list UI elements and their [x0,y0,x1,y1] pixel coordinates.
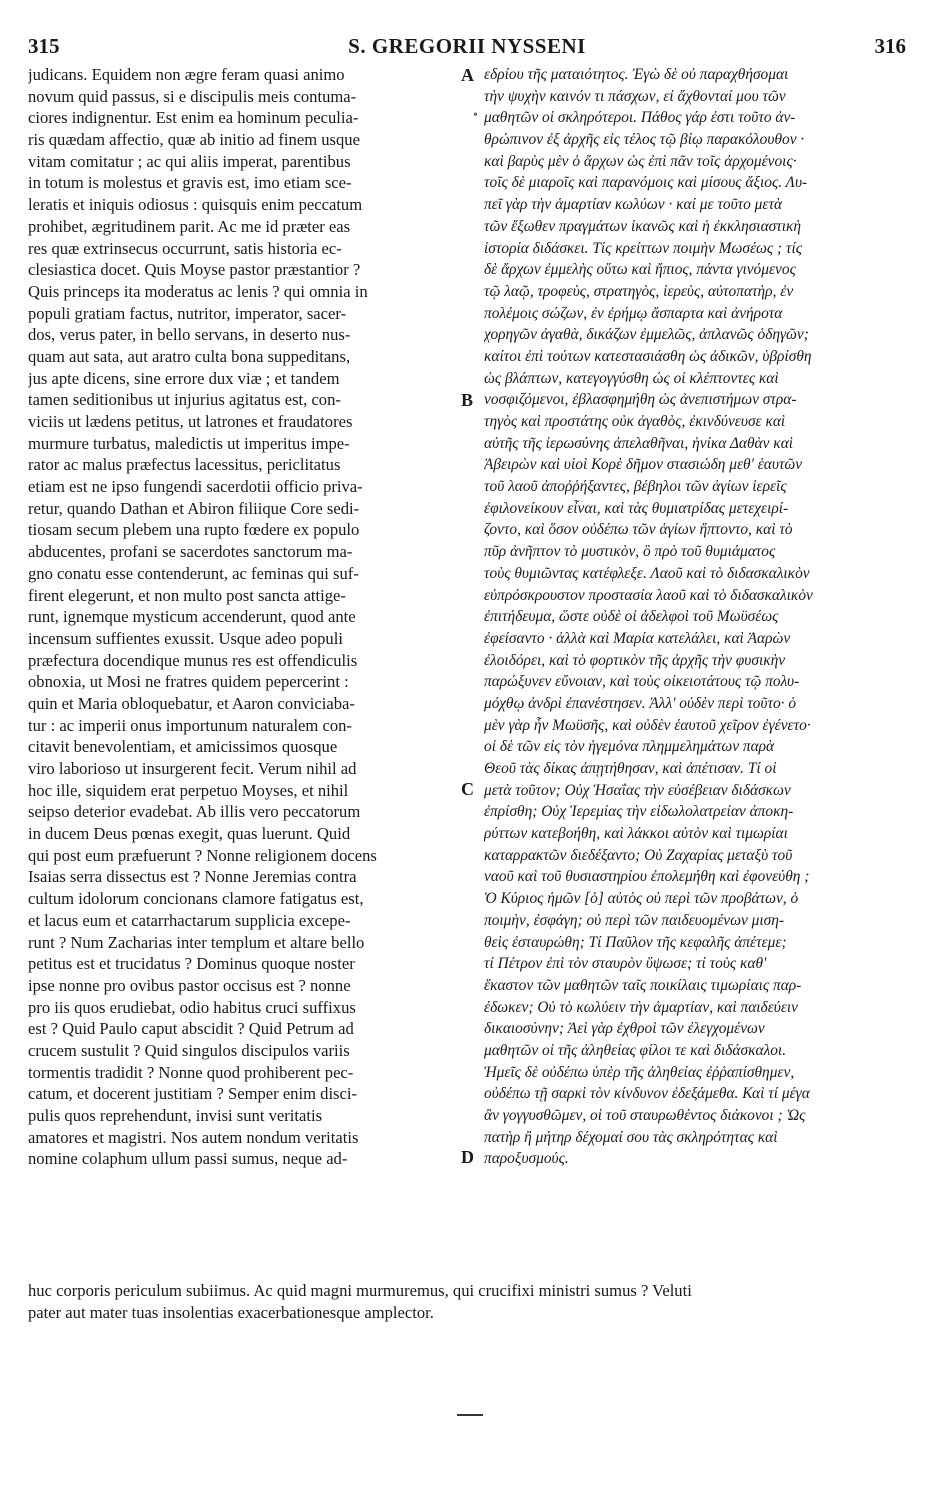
text-line: murmure turbatus, maledictis ut imperitus impe- [28,433,350,453]
text-line: petitus est et trucidatus ? Dominus quoque noster [28,954,355,974]
text-line: judicans. Equidem non ægre feram quasi animo [28,65,345,84]
text-line: est ? Quid Paulo caput abscidit ? Quid Petrum ad [28,1019,354,1039]
text-line: viciis ut lædens petitus, ut latrones et fraudatores [28,412,353,431]
text-line: obnoxia, ut Mosi ne fratres quidem pepercerint : [28,672,349,692]
text-line: seipso deterior evadebat. Ab illis vero peccatorum [28,802,361,822]
text-line: καίτοι ἐπὶ τούτων κατεστασιάσθη ὡς ἀδικῶν, ὑβρίσθη [484,347,812,365]
text-line: ἐφιλονείκουν εἶναι, καὶ τὰς θυμιατρίδας μετεχειρί- [484,499,789,517]
latin-column [28,64,460,1170]
text-line: rator ac malus præfectus lacessitus, periclitatus [28,455,341,475]
text-line: quin et Maria obloquebatur, et Aaron conviciaba- [28,693,355,713]
text-line: retur, quando Dathan et Abiron filiique Core sedi- [28,498,360,518]
text-line: res quæ extrinsecus occurrunt, satis historia ec- [28,238,342,258]
text-line: qui post eum præfuerunt ? Nonne religionem docens [28,845,377,865]
section-marker-b: B [461,390,474,410]
text-line: citavit benevolentiam, et amicissimos quosque [28,737,338,757]
text-line: populi gratiam factus, nutritor, imperator, sacer- [28,303,347,323]
text-line: ipse nonne pro ovibus pastor occisus est ? nonne [28,975,351,995]
text-line: et lacus eum et catarrhactarum supplicia excepe- [28,910,351,930]
text-line: ἕκαστον τῶν μαθητῶν ταῖς ποικίλαις τιμωρίαις παρ- [484,976,802,994]
print-speck: • [473,108,478,123]
text-line: ζοντο, καὶ ὅσον οὐδέπω τῶν ἁγίων ἥπτοντο, καὶ τὸ [484,521,793,539]
text-line: quam aut sata, aut aratro culta bona suppeditans, [28,346,351,366]
text-line: ciores indignentur. Est enim ea hominum peculia- [28,108,359,128]
text-line: ρύττων κατεβοήθη, καὶ λάκκοι αὐτὸν καὶ τιμωρίαι [484,825,788,843]
text-line: viro laborioso ut insurgerent fecit. Verum nihil ad [28,759,357,778]
text-line: καταρρακτῶν διεδέξαντο; Οὐ Ζαχαρίας μεταξὺ τοῦ [484,846,793,864]
text-line: πῦρ ἀνῆπτον τὸ μυστικὸν, ὃ πρὸ τοῦ θυμιάματος [484,543,776,561]
text-line: εὐπρόσκρουστον προστασία λαοῦ καὶ τὸ διδασκαλικὸν [484,586,813,604]
text-line: Ὁ Κύριος ἡμῶν [ὁ] αὐτὸς οὐ περὶ τῶν προβάτων, ὁ [484,890,799,908]
text-line: abducentes, profani se sacerdotes sanctorum ma- [28,542,353,562]
text-line: cultum idolorum concionans clamore fatigatus est, [28,889,364,909]
text-line: ποιμὴν, ἐσφάγη; οὐ περὶ τῶν παιδευομένων μιση- [484,911,784,929]
text-line: ναοῦ καὶ τοῦ θυσιαστηρίου ἐπολεμήθη καὶ ἐφονεύθη ; [484,868,810,886]
text-line: vitam comitatur ; ac qui aliis imperat, parentibus [28,151,351,171]
text-line: μαθητῶν οἱ σκληρότεροι. Πάθος γάρ ἐστι τοῦτο ἀν- [484,109,796,127]
text-line: nomine colaphum ullum passi sumus, neque ad- [28,1149,348,1169]
text-line: τοῖς δὲ μιαροῖς καὶ παρανόμοις καὶ μίσους ἄξιος. Λυ- [484,174,808,192]
text-line: έδωκεν; Οὐ τὸ κωλύειν τὴν ἁμαρτίαν, καὶ παιδεύειν [484,998,799,1016]
text-line: hoc ille, siquidem erat perpetuo Moyses, et nihil [28,780,349,800]
text-line: εδρίου τῆς ματαιότητος. Ἐγὼ δὲ οὐ παραχθήσομαι [484,66,789,83]
text-line: runt, ignemque mysticum accenderunt, quod ante [28,607,356,627]
text-line: οἱ δὲ τῶν εἰς τὸν ἡγεμόνα πλημμελημάτων παρὰ [484,738,775,756]
text-line: ὡς βλάπτων, κατεγογγύσθη ὡς οἱ κλέπτοντες καὶ [484,369,779,387]
text-line: ἐπρίσθη; Οὐχ Ἱερεμίας τὴν εἰδωλολατρείαν ἀποκη- [484,803,794,821]
text-line: ἐφείσαντο · ἀλλὰ καὶ Μαρία κατελάλει, καὶ Ἀαρὼν [484,629,791,647]
greek-column [484,64,908,1170]
text-line: pater aut mater tuas insolentias exacerbationesque amplector. [28,1302,434,1322]
text-line: dos, verus pater, in bello servans, in deserto nus- [28,325,351,345]
text-line: θρώπινον ἐξ ἀρχῆς εἰς τέλος τῷ βίῳ παρακόλουθον · [484,131,805,149]
section-marker-a: A [461,65,474,85]
text-line: ἱστορία διδάσκει. Τίς κρείττων ποιμὴν Μωσέως ; τίς [484,239,802,257]
text-line: pro iis quos erudiebat, odio habitus cruci suffixus [28,997,356,1017]
text-line: in ducem Deus pœnas exegit, quas luerunt. Quid [28,824,351,844]
text-line: οὐδέπω τῇ σαρκὶ τὸν κίνδυνον ἐδεξάμεθα. Καὶ τί μέγα [484,1085,810,1103]
text-line: ἐπιτήδευμα, ὥστε οὐδὲ οἱ ἀδελφοὶ τοῦ Μωϋσέως [484,608,779,626]
text-line: Θεοῦ τὰς δίκας ἀπῃτήθησαν, καὶ ἀπέτισαν. Τί οἱ [484,760,777,777]
text-line: Ἡμεῖς δὲ οὐδέπω ὑπὲρ τῆς ἀληθείας ἐῤῥαπίσθημεν, [484,1063,795,1081]
section-marker-d: D [461,1147,474,1167]
text-line: Ἀβειρὼν καὶ υἱοὶ Κορὲ δῆμον στασιώδη μεθ' ἑαυτῶν [484,456,803,474]
text-line: παρώξυνεν εὔνοιαν, καὶ τοὺς οἰκειοτάτους τῷ πολυ- [484,673,800,691]
text-line: novum quid passus, si e discipulis meis contuma- [28,86,357,106]
text-line: Isaias serra dissectus est ? Nonne Jeremias contra [28,867,357,887]
text-line: θεὶς ἐσταυρώθη; Τί Παῦλον τῆς κεφαλῆς ἀπέτεμε; [484,933,787,951]
page-number-left: 315 [28,34,60,58]
text-line: tur : ac imperii onus importunum naturalem con- [28,715,352,735]
running-title: S. GREGORII NYSSENI [348,34,586,58]
text-line: μὲν γὰρ ἦν Μωϋσῆς, καὶ οὐδὲν ἑαυτοῦ χεῖρον ἐγένετο· [484,716,811,734]
text-line: πεῖ γὰρ τὴν ἁμαρτίαν κωλύων · καί με τοῦτο μετὰ [484,196,783,214]
text-line: jus apte dicens, sine errore dux viæ ; et tandem [28,368,340,388]
text-line: δικαιοσύνην; Ἀεὶ γὰρ ἐχθροὶ τῶν ἐλεγχομένων [484,1020,765,1038]
text-line: πατὴρ ἢ μήτηρ δέχομαί σου τὰς σκληρότητας καὶ [484,1128,778,1146]
text-line: prohibet, ægritudinem parit. Ac me id præter eas [28,216,351,236]
text-line: incensum suffientes exussit. Usque adeo populi [28,628,343,648]
text-line: runt ? Num Zacharias inter templum et altare bello [28,932,365,952]
text-line: Quis princeps ita moderatus ac lenis ? qui omnia in [28,281,368,301]
text-line: catum, et docerent justitiam ? Semper enim disci- [28,1084,358,1104]
text-line: pulis quos reprehendunt, invisi sunt veritatis [28,1106,323,1125]
text-line: tiosam secum plebem una rupto fœdere ex populo [28,520,360,540]
text-line: tormentis tradidit ? Nonne quod prohiberent pec- [28,1062,354,1082]
text-line: τῷ λαῷ, τροφεὺς, στρατηγὸς, ἱερεὺς, αὐτοπατὴρ, ἐν [484,282,794,300]
text-line: τὴν ψυχὴν καινόν τι πάσχων, εἰ ἄχθονταί μου τῶν [484,87,786,105]
text-line: amatores et magistri. Nos autem nondum veritatis [28,1127,359,1147]
text-line: αὐτῆς τῆς ἱερωσύνης ἀπελαθῆναι, ἡνίκα Δαθὰν καὶ [484,434,794,452]
text-line: τηγὸς καὶ προστάτης οὐκ ἀγαθὸς, ἐκινδύνευσε καὶ [484,413,786,430]
text-line: ἂν γογγυσθῶμεν, οἱ τοῦ σταυρωθέντος διάκονοι ; Ὡς [484,1107,806,1124]
text-line: τοὺς θυμιῶντας κατέφλεξε. Λαοῦ καὶ τὸ διδασκαλικὸν [484,564,810,582]
text-line: χορηγῶν ἀγαθὰ, δικάζων ἐμμελῶς, ἀπλανῶς ὁδηγῶν; [484,326,809,344]
text-line: clesiastica docet. Quis Moyse pastor præstantior ? [28,260,361,280]
text-line: gno conatu esse contenderunt, ac feminas qui suf- [28,563,359,583]
text-line: ris quædam affectio, quæ ab initio ad finem usque [28,130,360,150]
text-line: in totum is molestus et gravis est, imo etiam sce- [28,173,352,193]
running-header [28,34,906,60]
text-line: τῶν ἔξωθεν πραγμάτων ἱκανῶς καὶ ἡ ἐκκλησιαστικὴ [484,217,802,235]
text-line: præfectura docendique munus res est offendiculis [28,650,358,670]
text-line: leratis et iniquis odiosus : quisquis enim peccatum [28,195,363,215]
text-line: νοσφιζόμενοι, ἐβλασφημήθη ὡς ἀνεπιστήμων στρα- [484,391,797,409]
text-line: μαθητῶν οἱ τῆς ἀληθείας φίλοι τε καὶ διδάσκαλοι. [484,1041,787,1059]
text-line: τί Πέτρον ἐπὶ τὸν σταυρὸν ὕψωσε; τί τοὺς καθ' [484,955,767,973]
text-line: καὶ βαρὺς μὲν ὁ ἄρχων ὡς ἐπὶ πᾶν τοῖς ἀρχομένοις· [484,152,797,170]
text-line: crucem sustulit ? Quid singulos discipulos variis [28,1040,350,1060]
text-line: μόχθῳ ἀνδρὶ ἐπανέστησεν. Ἀλλ' οὐδὲν περὶ τοῦτο· ὁ [484,694,797,712]
section-marker-c: C [461,779,474,799]
text-line: παροξυσμούς. [484,1150,569,1168]
text-line: ἐλοιδόρει, καὶ τὸ φορτικὸν τῆς ἀρχῆς τὴν φυσικὴν [484,651,786,669]
text-line: πολέμοις σώζων, ἐν ἐρήμῳ ἄσπαρτα καὶ ἀνήροτα [484,304,783,322]
text-line: τοῦ λαοῦ ἀποῤῥήξαντες, βέβηλοι τῶν ἁγίων ἱερεῖς [484,478,787,496]
bottom-rule [457,1414,483,1416]
continuation-paragraph [28,1280,908,1323]
text-line: huc corporis periculum subiimus. Ac quid magni murmuremus, qui crucifixi ministri sumus ? Veluti [28,1281,692,1300]
text-line: μετὰ τοῦτον; Οὐχ Ἡσαΐας τὴν εὐσέβειαν διδάσκων [484,781,791,799]
text-line: δὲ ἄρχων ἐμμελὴς οὕτω καὶ ἤπιος, πάντα γινόμενος [484,261,796,279]
text-line: firent elegerunt, et non multo post sancta attige- [28,585,346,605]
text-line: etiam est ne ipso fungendi sacerdotii officio priva- [28,477,363,497]
page-number-right: 316 [874,34,906,58]
text-line: tamen seditionibus ut injurius agitatus est, con- [28,390,341,410]
